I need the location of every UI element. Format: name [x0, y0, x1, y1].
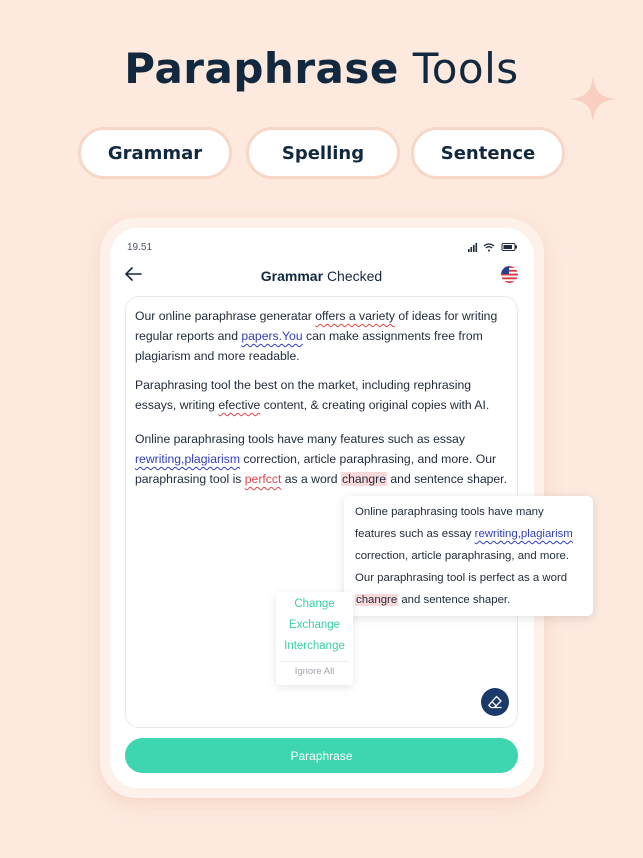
- mode-sentence-button[interactable]: Sentence: [411, 127, 565, 179]
- eraser-button[interactable]: [481, 688, 509, 716]
- spelling-error[interactable]: efective: [218, 398, 261, 412]
- page-title: [0, 268, 643, 284]
- editor-paragraph-1: Our online paraphrase generatar offers a variety of ideas for writing regular reports and papers.You can make assignments free from plagiarism and more readable.: [135, 309, 498, 363]
- status-time: 19.51: [127, 242, 153, 253]
- grammar-error: rewriting,plagiarism: [474, 528, 573, 540]
- grammar-error[interactable]: offers a variety: [315, 309, 395, 323]
- headline: [0, 44, 643, 93]
- grammar-error[interactable]: rewriting,plagiarism: [135, 452, 240, 466]
- page-title-bold: Grammar: [260, 268, 324, 284]
- spelling-error[interactable]: perfcct: [244, 472, 282, 486]
- selected-error: changre: [356, 594, 398, 606]
- editor-paragraph-2: Paraphrasing tool the best on the market, including rephrasing essays, writing efective content, & creating original copies with AI.: [135, 378, 490, 412]
- page-title-rest: Checked: [326, 268, 383, 284]
- eraser-icon: [487, 694, 503, 710]
- headline-light: Tools: [412, 44, 519, 93]
- wifi-icon: [484, 244, 494, 252]
- grammar-error[interactable]: papers.You: [241, 329, 303, 343]
- us-flag-icon[interactable]: [501, 266, 518, 283]
- editor-paragraph-3: Online paraphrasing tools have many features such as essay rewriting,plagiarism correction, article paraphrasing, and more. Our paraphrasing tool is perfcct as a word changre and sentence shaper.: [135, 432, 507, 486]
- paraphrase-button[interactable]: Paraphrase: [125, 738, 518, 773]
- sparkle-icon: [570, 76, 616, 122]
- mode-grammar-button[interactable]: Grammar: [78, 127, 232, 179]
- suggestion-menu: [276, 592, 353, 685]
- correction-preview-card: Online paraphrasing tools have many features such as essay rewriting,plagiarism correction, article paraphrasing, and more. Our paraphrasing tool is perfect as a word changre and sentence shaper.: [344, 496, 593, 616]
- battery-icon: [502, 244, 517, 251]
- suggestion-interchange[interactable]: Interchange: [284, 640, 345, 652]
- signal-icon: [468, 243, 477, 252]
- ignore-all-button[interactable]: Ignore All: [294, 666, 335, 677]
- suggestion-exchange[interactable]: Exchange: [288, 619, 341, 631]
- headline-bold: Paraphrase: [124, 44, 399, 93]
- status-icons: [466, 241, 520, 253]
- suggestion-change[interactable]: Change: [294, 598, 335, 610]
- mode-spelling-button[interactable]: Spelling: [246, 127, 400, 179]
- selected-error[interactable]: changre: [341, 472, 387, 486]
